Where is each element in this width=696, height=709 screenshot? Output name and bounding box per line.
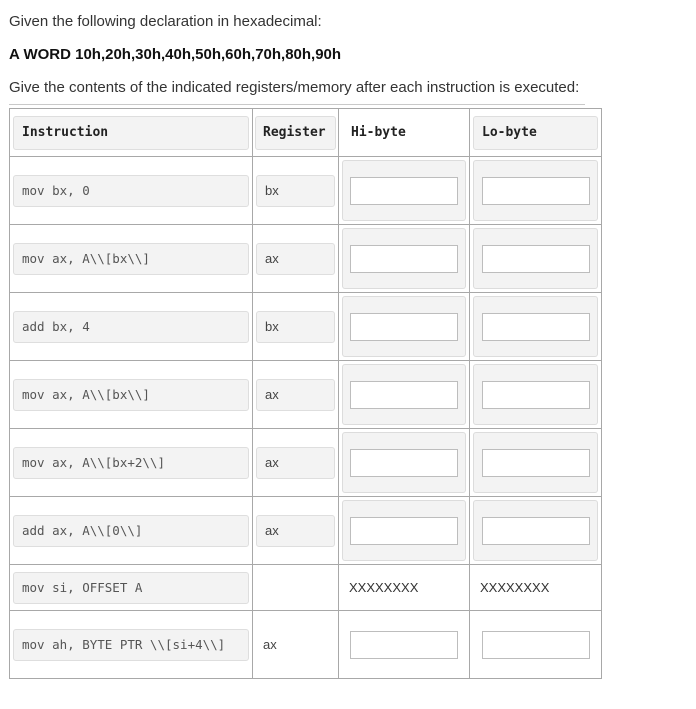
lo-byte-input[interactable] — [482, 381, 590, 409]
lo-byte-cell — [473, 432, 598, 493]
hi-byte-cell — [342, 228, 466, 289]
lo-byte-cell — [473, 364, 598, 425]
lo-byte-input[interactable] — [482, 517, 590, 545]
lo-byte-na: XXXXXXXX — [480, 580, 550, 595]
answer-table — [9, 108, 602, 679]
hi-byte-cell — [342, 160, 466, 221]
table-row — [10, 225, 602, 293]
lo-byte-input[interactable] — [482, 449, 590, 477]
header-instruction: Instruction — [13, 116, 249, 150]
lo-byte-input[interactable] — [482, 631, 590, 659]
table-row — [10, 293, 602, 361]
table-row — [10, 429, 602, 497]
register-cell: ax — [256, 515, 335, 547]
table-row — [10, 565, 602, 611]
hi-byte-input[interactable] — [350, 245, 458, 273]
register-cell: ax — [256, 379, 335, 411]
lo-byte-cell — [473, 228, 598, 289]
lo-byte-input[interactable] — [482, 245, 590, 273]
register-cell: ax — [256, 447, 335, 479]
register-cell: bx — [256, 175, 335, 207]
hi-byte-input[interactable] — [350, 631, 458, 659]
register-cell: ax — [263, 637, 277, 652]
lo-byte-input[interactable] — [482, 177, 590, 205]
instruction-cell: add bx, 4 — [13, 311, 249, 343]
register-cell: bx — [256, 311, 335, 343]
table-row — [10, 611, 602, 679]
intro-line-1: Given the following declaration in hexadecimal: — [9, 13, 322, 30]
hi-byte-input[interactable] — [350, 449, 458, 477]
hi-byte-input[interactable] — [350, 313, 458, 341]
hi-byte-input[interactable] — [350, 381, 458, 409]
hi-byte-input[interactable] — [350, 517, 458, 545]
hi-byte-cell — [342, 296, 466, 357]
header-register: Register — [255, 116, 336, 150]
instruction-cell: mov ax, A\\[bx\\] — [13, 243, 249, 275]
instruction-cell: add ax, A\\[0\\] — [13, 515, 249, 547]
lo-byte-cell — [473, 296, 598, 357]
instruction-cell: mov si, OFFSET A — [13, 572, 249, 604]
hi-byte-cell — [342, 432, 466, 493]
hi-byte-na: XXXXXXXX — [349, 580, 419, 595]
divider — [9, 104, 585, 105]
instruction-cell: mov ax, A\\[bx+2\\] — [13, 447, 249, 479]
header-lo-byte: Lo-byte — [473, 116, 598, 150]
lo-byte-cell — [473, 614, 598, 675]
instruction-cell: mov bx, 0 — [13, 175, 249, 207]
table-row — [10, 497, 602, 565]
instruction-cell: mov ax, A\\[bx\\] — [13, 379, 249, 411]
header-hi-byte: Hi-byte — [342, 116, 466, 150]
register-cell: ax — [256, 243, 335, 275]
lo-byte-cell — [473, 500, 598, 561]
table-header-row — [10, 109, 602, 157]
table-row — [10, 361, 602, 429]
hi-byte-cell — [342, 614, 466, 675]
declaration-line: A WORD 10h,20h,30h,40h,50h,60h,70h,80h,90h — [9, 46, 342, 63]
hi-byte-cell — [342, 500, 466, 561]
hi-byte-cell — [342, 364, 466, 425]
lo-byte-cell — [473, 160, 598, 221]
instructions-line: Give the contents of the indicated registers/memory after each instruction is executed: — [9, 79, 580, 96]
instruction-cell: mov ah, BYTE PTR \\[si+4\\] — [13, 629, 249, 661]
hi-byte-input[interactable] — [350, 177, 458, 205]
table-row — [10, 157, 602, 225]
lo-byte-input[interactable] — [482, 313, 590, 341]
